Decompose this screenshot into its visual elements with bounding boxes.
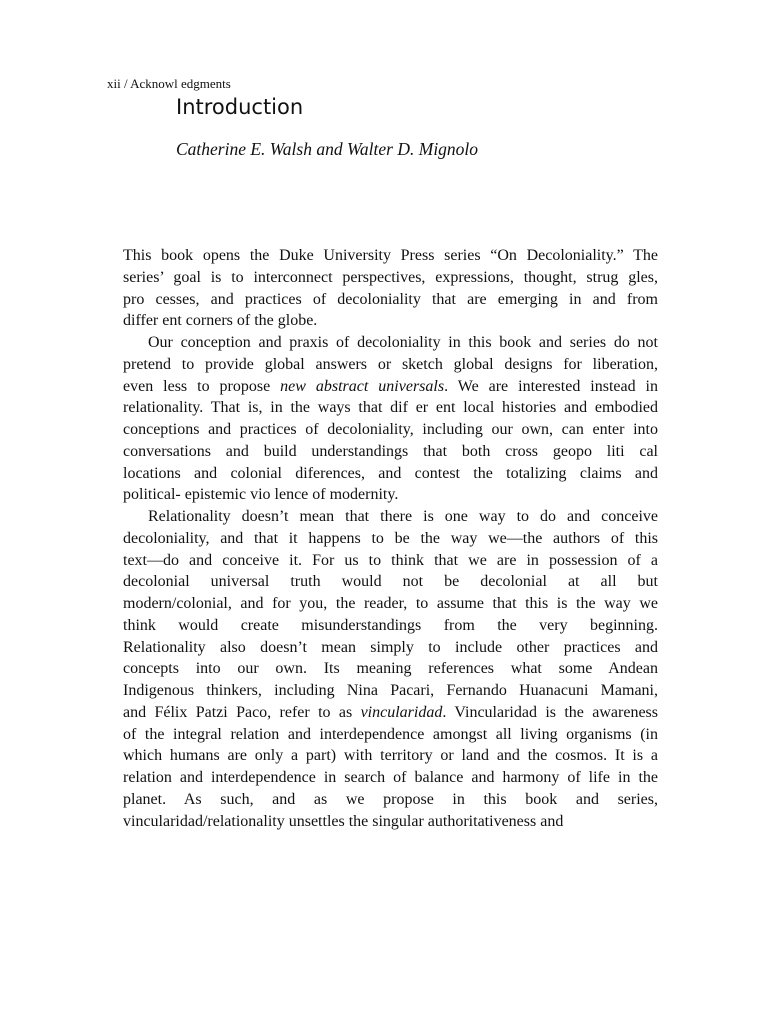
text-line: modern/colonial, and for you, the reader, to assume that this is the way we [123, 595, 658, 612]
text-line: vincularidad/relationality unsettles the singular authoritativeness and [123, 812, 564, 830]
text-line: which humans are only a part) with territory or land and the cosmos. It is a [123, 747, 658, 765]
text-line: pro cesses, and practices of decoloniality that are emerging in and from [123, 290, 658, 308]
text-line: conversations and build understandings that both cross geopo liti cal [123, 442, 658, 460]
text-run: . We are interested instead in [444, 377, 659, 395]
text-line: text—do and conceive it. For us to think that we are in possession of a [123, 551, 658, 569]
text-line: pretend to provide global answers or sketch global designs for liberation, [123, 355, 658, 373]
text-line: planet. As such, and as we propose in this book and series, [123, 790, 658, 808]
chapter-authors: Catherine E. Walsh and Walter D. Mignolo [176, 139, 479, 159]
text-line: decoloniality, and that it happens to be the way we—the authors of this [123, 529, 658, 547]
paragraph-1 [123, 245, 658, 332]
text-line [123, 702, 658, 724]
text-line: concepts into our own. Its meaning references what some Andean [123, 660, 658, 678]
italic-phrase: new abstract universals [280, 377, 445, 395]
text-line: Indigenous thinkers, including Nina Pacari, Fernando Huanacuni Mamani, [123, 682, 658, 699]
text-line: relationality. That is, in the ways that dif er ent local histories and embodied [123, 399, 658, 417]
text-run: even less to propose [123, 377, 281, 395]
italic-phrase: vincularidad [360, 703, 443, 721]
text-line: series’ goal is to interconnect perspectives, expressions, thought, strug gles, [123, 268, 658, 286]
chapter-title: Introduction [176, 95, 304, 119]
text-line: conceptions and practices of decoloniality, including our own, can enter into [123, 421, 658, 438]
text-run: . Vincularidad is the awareness [442, 703, 658, 721]
text-line: political- epistemic vio lence of modernity. [123, 486, 399, 504]
text-run: and Félix Patzi Paco, refer to as [123, 703, 361, 721]
text-line: decolonial universal truth would not be decolonial at all but [123, 573, 658, 591]
paragraph-2 [123, 332, 658, 506]
text-line: This book opens the Duke University Press series “On Decoloniality.” The [123, 247, 658, 264]
body-text [123, 245, 658, 832]
paragraph-3 [123, 506, 658, 832]
text-line: Relationality doesn’t mean that there is one way to do and conceive [148, 508, 658, 525]
text-line: of the integral relation and interdependence amongst all living organisms (in [123, 725, 658, 743]
running-head: xii / Acknowl edgments [107, 76, 231, 91]
text-line: differ ent corners of the globe. [123, 312, 318, 330]
text-line: Our conception and praxis of decoloniality in this book and series do not [148, 334, 658, 351]
text-line: think would create misunderstandings from the very beginning. [123, 616, 658, 634]
text-line: locations and colonial diferences, and contest the totalizing claims and [123, 464, 658, 482]
text-line: relation and interdependence in search of balance and harmony of life in the [123, 769, 658, 786]
text-line: Relationality also doesn’t mean simply to include other practices and [123, 638, 658, 656]
text-line [123, 376, 658, 398]
